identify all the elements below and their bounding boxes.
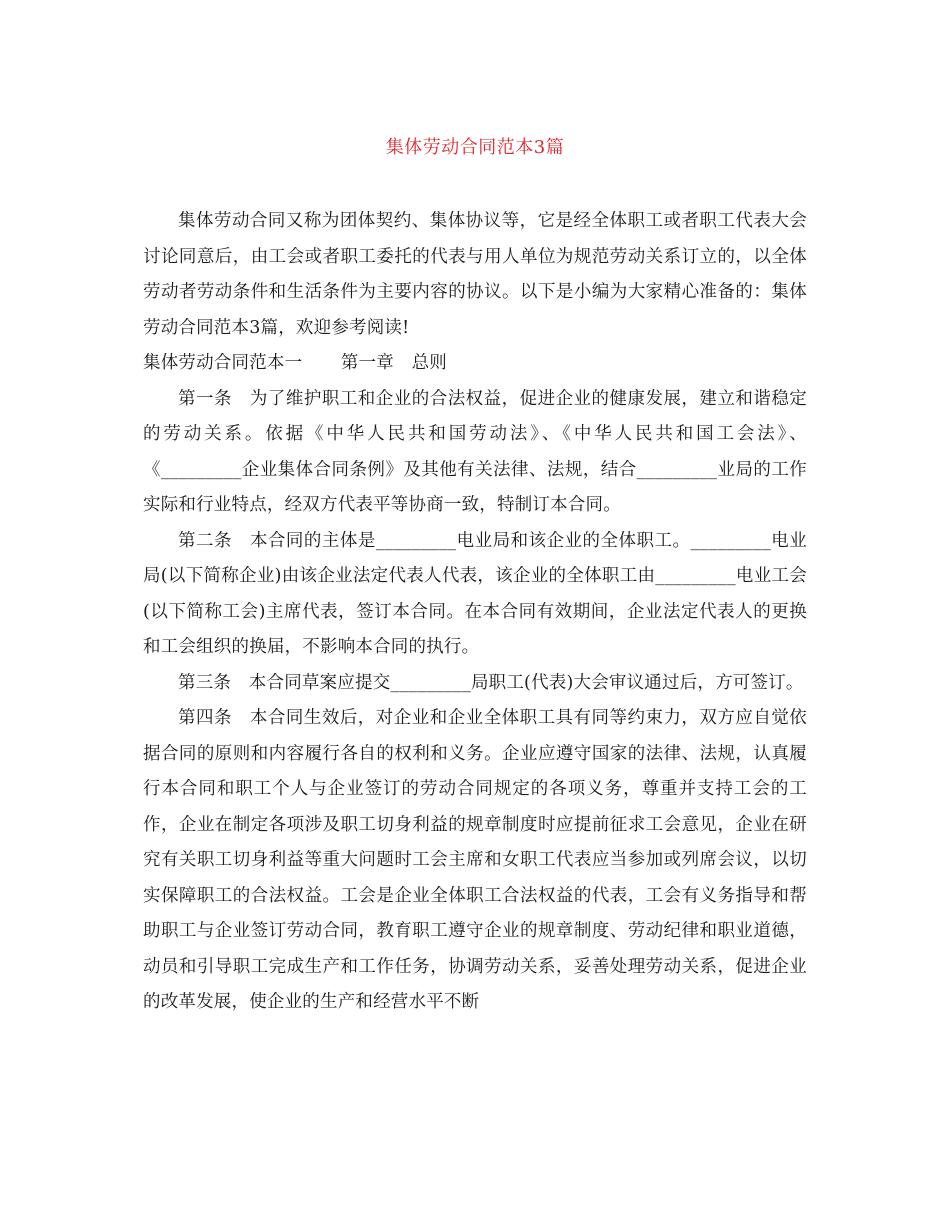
document-body xyxy=(143,204,807,1021)
intro-paragraph: 集体劳动合同又称为团体契约、集体协议等，它是经全体职工或者职工代表大会讨论同意后，由工会或者职工委托的代表与用人单位为规范劳动关系订立的，以全体劳动者劳动条件和生活条件为主要内容的协议。以下是小编为大家精心准备的：集体劳动合同范本3篇，欢迎参考阅读! xyxy=(143,211,807,338)
section-heading xyxy=(143,346,807,382)
chapter-heading: 第一章 总则 xyxy=(340,353,448,373)
section-heading-name: 集体劳动合同范本一 xyxy=(143,353,303,373)
article-1-paragraph: 第一条 为了维护职工和企业的合法权益，促进企业的健康发展，建立和谐稳定的劳动关系。依据《中华人民共和国劳动法》、《中华人民共和国工会法》、《_________企业集体合同条例》及其他有关法律、法规，结合_________业局的工作实际和行业特点，经双方代表平等协商一致，特制订本合同。 xyxy=(143,388,807,515)
article-4-paragraph: 第四条 本合同生效后，对企业和企业全体职工具有同等约束力，双方应自觉依据合同的原则和内容履行各自的权利和义务。企业应遵守国家的法律、法规，认真履行本合同和职工个人与企业签订的劳动合同规定的各项义务，尊重并支持工会的工作，企业在制定各项涉及职工切身利益的规章制度时应提前征求工会意见，企业在研究有关职工切身利益等重大问题时工会主席和女职工代表应当参加或列席会议，以切实保障职工的合法权益。工会是企业全体职工合法权益的代表，工会有义务指导和帮助职工与企业签订劳动合同，教育职工遵守企业的规章制度、劳动纪律和职业道德，动员和引导职工完成生产和工作任务，协调劳动关系，妥善处理劳动关系，促进企业的改革发展，使企业的生产和经营水平不断 xyxy=(143,708,807,1012)
article-3-paragraph: 第三条 本合同草案应提交_________局职工(代表)大会审议通过后，方可签订。 xyxy=(178,672,804,693)
article-2-paragraph: 第二条 本合同的主体是_________电业局和该企业的全体职工。_________电业局(以下简称企业)由该企业法定代表人代表，该企业的全体职工由_________电业工会(以下简称工会)主席代表，签订本合同。在本合同有效期间，企业法定代表人的更换和工会组织的换届，不影响本合同的执行。 xyxy=(143,530,807,657)
document-title: 集体劳动合同范本3篇 xyxy=(385,137,565,158)
